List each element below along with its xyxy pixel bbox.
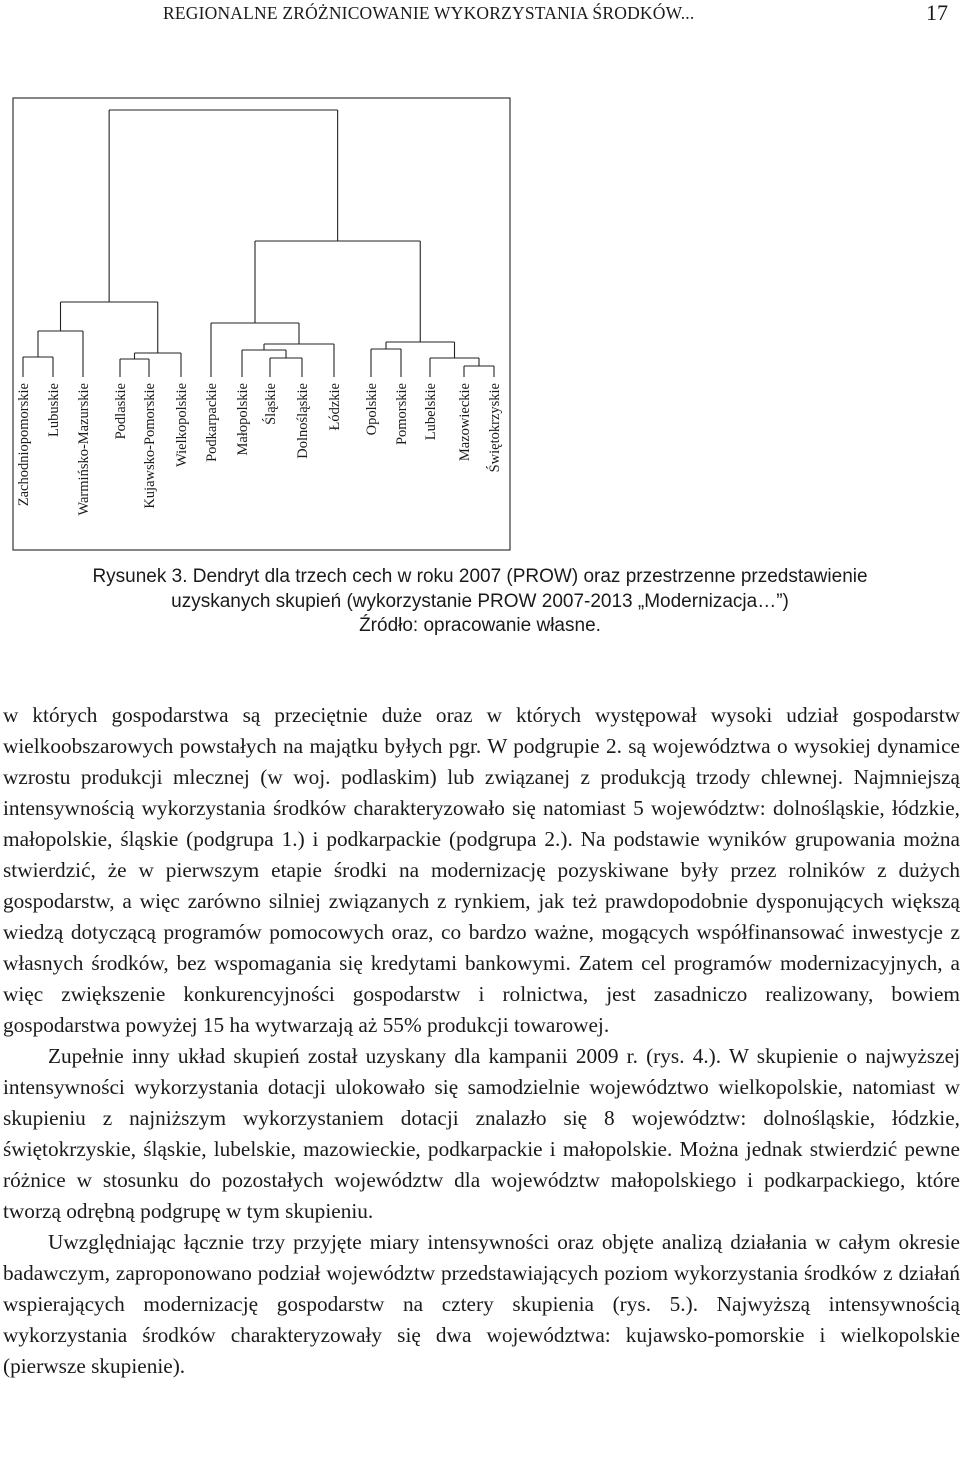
- leaf-label: Lubelskie: [423, 383, 439, 441]
- leaf-label: Śląskie: [263, 383, 279, 425]
- paragraph-3: Uwzględniając łącznie trzy przyjęte miary intensywności oraz objęte analizą działania w całym okresie badawczym, zaproponowano podział województw przedstawiających poziom wykorzystania środków z działań wspierających modernizację gospodarstw na cztery skupienia (rys. 5.). Najwyższą intensywnością wykorzystania środków charakteryzowały się dwa województwa: kujawsko-pomorskie i wielkopolskie (pierwsze skupienie).: [3, 1230, 960, 1378]
- leaf-label: Lubuskie: [46, 383, 62, 437]
- leaf-label: Podkarpackie: [204, 383, 220, 462]
- leaf-label: Zachodniopomorskie: [16, 383, 32, 507]
- leaf-label: Łódzkie: [327, 383, 343, 431]
- caption-line-1: Rysunek 3. Dendryt dla trzech cech w roku 2007 (PROW) oraz przestrzenne przedstawienie: [92, 566, 868, 587]
- paragraph-1: w których gospodarstwa są przeciętnie duże oraz w których występował wysoki udział gospodarstw wielkoobszarowych powstałych na majątku byłych pgr. W podgrupie 2. są województwa o wysokiej dynamice wzrostu produkcji mlecznej (w woj. podlaskim) lub związanej z produkcją trzody chlewnej. Najmniejszą intensywnością wykorzystania środków charakteryzowało się natomiast 5 województw: dolnośląskie, łódzkie, małopolskie, śląskie (podgrupa 1.) i podkarpackie (podgrupa 2.). Na podstawie wyników grupowania można stwierdzić, że w pierwszym etapie środki na modernizację pozyskiwane były przez rolników z dużych gospodarstw, a więc zarówno silniej związanych z rynkiem, jak też prawdopodobnie dysponujących większą wiedzą dotyczącą programów pomocowych oraz, co bardzo ważne, mogących współfinansować inwestycje z własnych środków, bez wspomagania się kredytami bankowymi. Zatem cel programów modernizacyjnych, a więc zwiększenie konkurencyjności gospodarstw i rolnictwa, jest zasadniczo realizowany, bowiem gospodarstwa powyżej 15 ha wytwarzają aż 55% produkcji towarowej.: [3, 703, 960, 1037]
- caption-source: Źródło: opracowanie własne.: [359, 615, 601, 636]
- leaf-label: Warmińsko-Mazurskie: [76, 383, 92, 516]
- figure-caption: [0, 565, 960, 639]
- leaf-label: Małopolskie: [235, 383, 251, 456]
- leaf-label: Dolnośląskie: [295, 383, 311, 459]
- dendrogram-svg: [0, 95, 960, 555]
- leaf-label: Kujawsko-Pomorskie: [142, 383, 158, 509]
- page-number: 17: [926, 0, 948, 25]
- page-header: [0, 0, 960, 32]
- leaf-label: Podlaskie: [113, 383, 129, 440]
- leaf-label: Pomorskie: [394, 383, 410, 446]
- dendrogram-links: [23, 110, 494, 377]
- paragraph-2: Zupełnie inny układ skupień został uzyskany dla kampanii 2009 r. (rys. 4.). W skupienie o najwyższej intensywności wykorzystania dotacji ulokowało się samodzielnie województwo wielkopolskie, natomiast w skupieniu z najniższym wykorzystaniem dotacji znalazło się 8 województw: dolnośląskie, łódzkie, świętokrzyskie, śląskie, lubelskie, mazowieckie, podkarpackie i małopolskie. Można jednak stwierdzić pewne różnice w stosunku do pozostałych województw dla województw małopolskiego i podkarpackiego, które tworzą odrębną podgrupę w tym skupieniu.: [3, 1044, 960, 1223]
- leaf-label: Świętokrzyskie: [487, 383, 503, 473]
- body-text: [3, 700, 960, 1382]
- caption-line-2: uzyskanych skupień (wykorzystanie PROW 2007-2013 „Modernizacja…”): [171, 590, 789, 612]
- dendrogram-figure: [0, 95, 960, 555]
- dendrogram-leaves: [16, 383, 503, 516]
- running-title: REGIONALNE ZRÓŻNICOWANIE WYKORZYSTANIA ŚRODKÓW...: [163, 3, 695, 23]
- leaf-label: Mazowieckie: [457, 383, 473, 462]
- leaf-label: Opolskie: [364, 383, 380, 436]
- leaf-label: Wielkopolskie: [174, 383, 190, 467]
